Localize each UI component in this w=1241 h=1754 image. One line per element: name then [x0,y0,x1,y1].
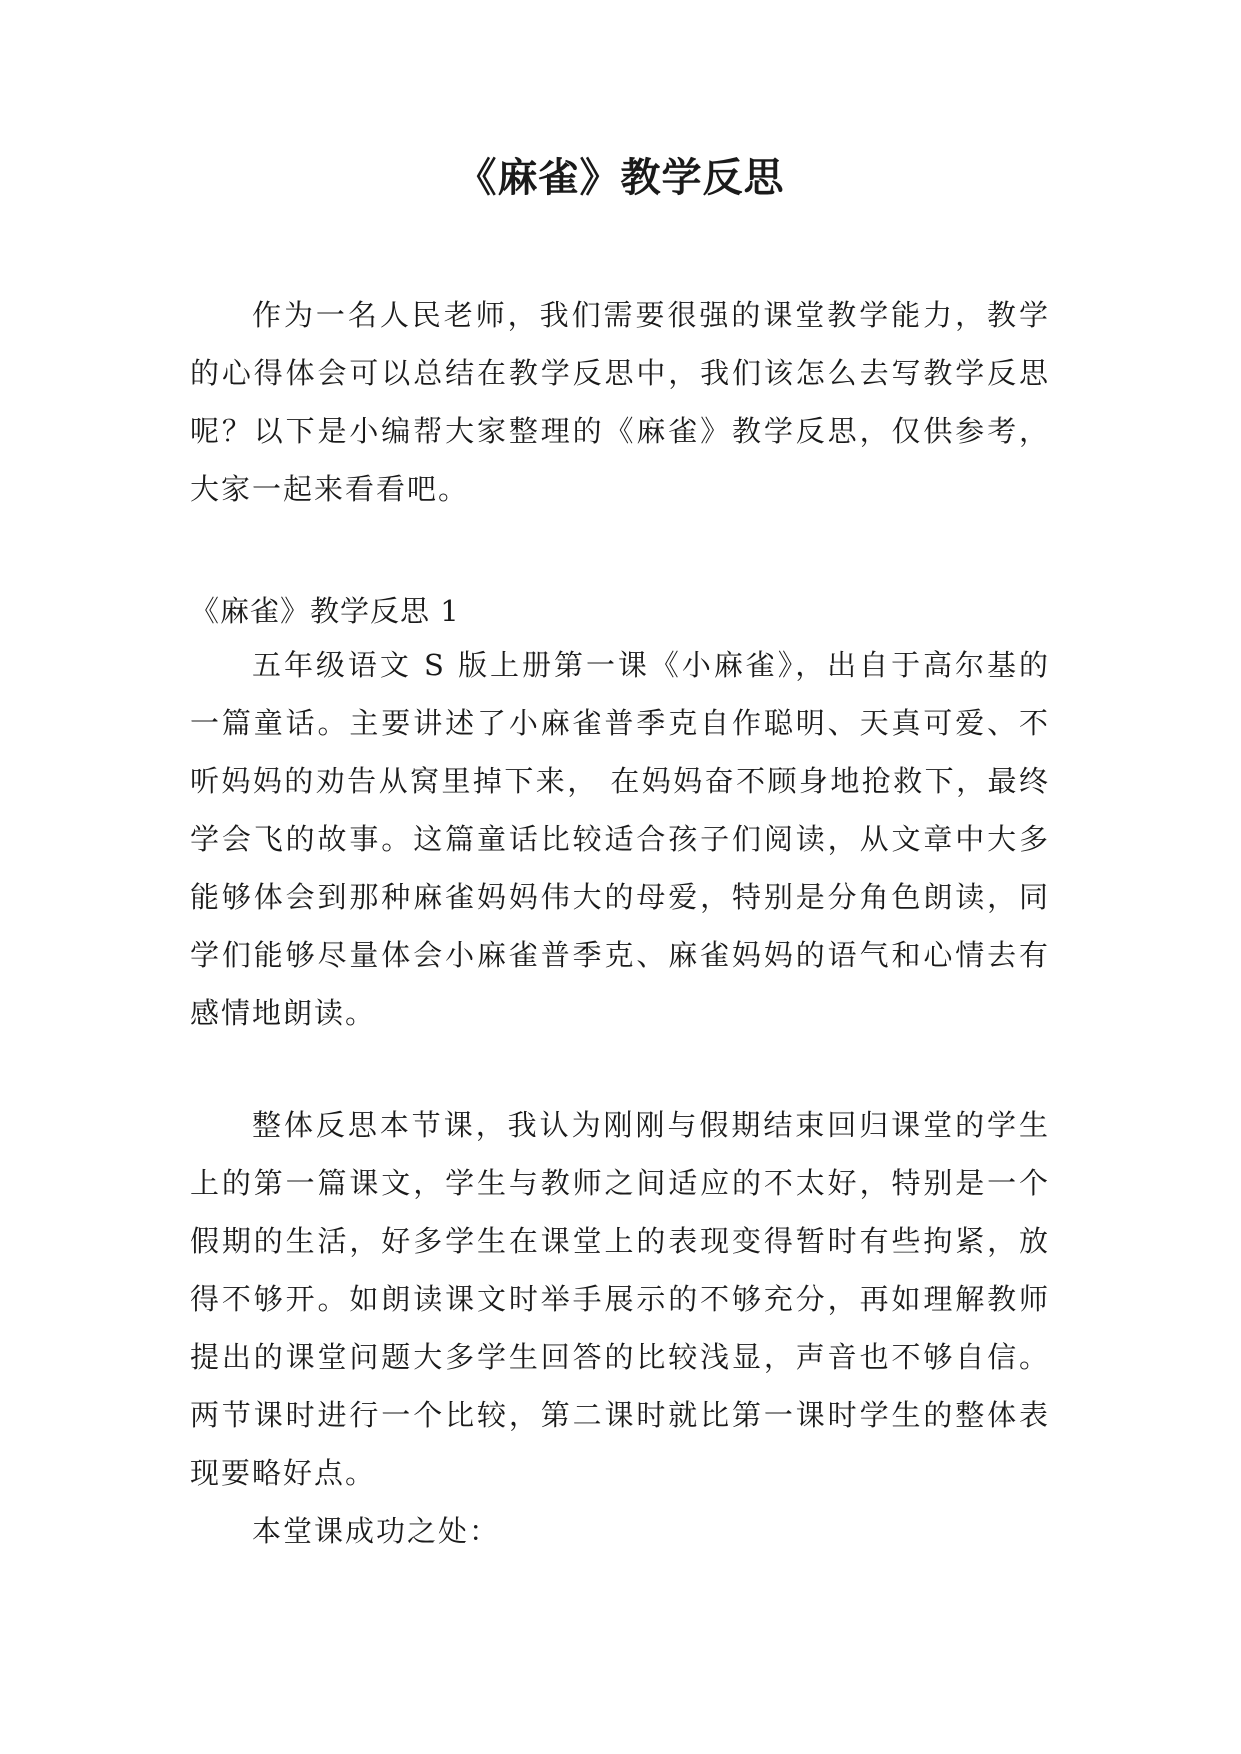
body-paragraph: 本堂课成功之处： [252,1514,501,1548]
intro-paragraph: 作为一名人民老师，我们需要很强的课堂教学能力，教学的心得体会可以总结在教学反思中，我们该怎么去写教学反思呢？以下是小编帮大家整理的《麻雀》教学反思，仅供参考，大家一起来看看吧。 [190,298,1050,506]
document-title: 《麻雀》教学反思 [456,154,785,201]
body-paragraph: 整体反思本节课，我认为刚刚与假期结束回归课堂的学生上的第一篇课文，学生与教师之间适应的不太好，特别是一个假期的生活，好多学生在课堂上的表现变得暂时有些拘紧，放得不够开。如朗读课文时举手展示的不够充分，再如理解教师提出的课堂问题大多学生回答的比较浅显，声音也不够自信。两节课时进行一个比较，第二课时就比第一课时学生的整体表现要略好点。 [190,1108,1050,1490]
body-paragraph: 五年级语文 S 版上册第一课《小麻雀》，出自于高尔基的一篇童话。主要讲述了小麻雀普季克自作聪明、天真可爱、不听妈妈的劝告从窝里掉下来， 在妈妈奋不顾身地抢救下，最终学会飞的故事。这篇童话比较适合孩子们阅读，从文章中大多能够体会到那种麻雀妈妈伟大的母爱，特别是分角色朗读，同学们能够尽量体会小麻雀普季克、麻雀妈妈的语气和心情去有感情地朗读。 [190,648,1050,1030]
section-heading: 《麻雀》教学反思 1 [190,594,460,628]
